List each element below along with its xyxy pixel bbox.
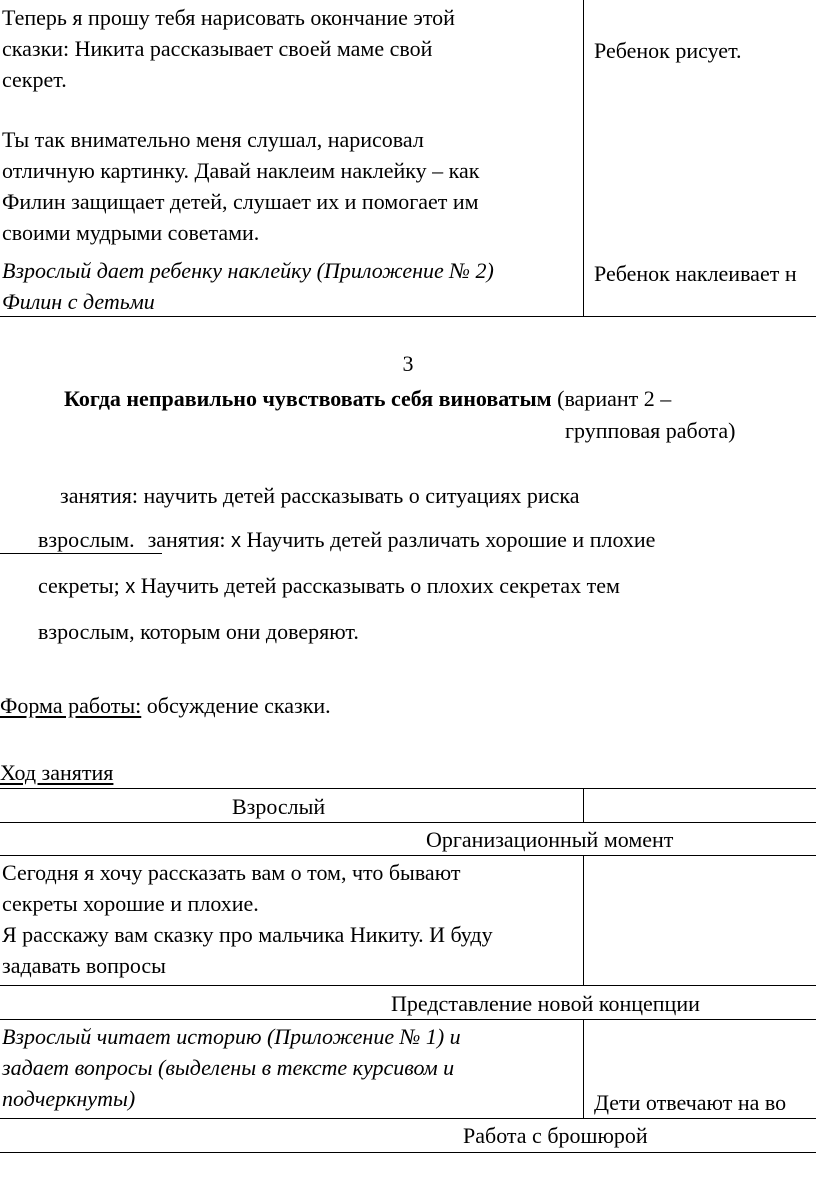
- goal-task-1: Научить детей различать хорошие и плохие: [241, 527, 656, 552]
- section-title-line-2: групповая работа): [565, 418, 736, 443]
- bt-border-1: [0, 822, 816, 823]
- bt-border-top: [0, 788, 816, 789]
- bt-border-4: [0, 1019, 816, 1020]
- form-label: Форма работы:: [0, 693, 142, 718]
- goal-line-4: взрослым, которым они доверяют.: [38, 619, 359, 644]
- concept-italic: Взрослый читает историю (Приложение № 1) и задает вопросы (выделены в тексте курсивом и подчеркнуты): [2, 1024, 461, 1111]
- col-header-adult: Взрослый: [232, 794, 326, 819]
- top-right-child-draws: Ребенок рисует.: [594, 38, 742, 63]
- goal-tasks-label: занятия:: [147, 527, 232, 552]
- bt-border-2: [0, 855, 816, 856]
- top-left-italic-note: Взрослый дает ребенку наклейку (Приложение № 2) Филин с детьми: [2, 258, 494, 314]
- section-title-bold: Когда неправильно чувствовать себя виноватым: [64, 386, 552, 411]
- bt-border-5: [0, 1118, 816, 1119]
- top-left-para-2: Ты так внимательно меня слушал, нарисовал отличную картинку. Давай наклеим наклейку – как Филин защищает детей, слушает их и помогает им своими мудрыми советами.: [2, 127, 480, 245]
- goal-line-1: занятия: научить детей рассказывать о ситуациях риска: [60, 483, 580, 508]
- row-org-moment: Организационный момент: [426, 827, 674, 852]
- bt-border-3: [0, 985, 816, 986]
- goal-line-3: [38, 570, 620, 603]
- bt-divider-concept: [583, 1019, 584, 1118]
- row-brochure: Работа с брошюрой: [463, 1123, 648, 1148]
- section-title-variant: (вариант 2 –: [551, 386, 672, 411]
- concept-right: Дети отвечают на во: [594, 1090, 787, 1115]
- bt-border-6: [0, 1152, 816, 1153]
- goal-task-2: Научить детей рассказывать о плохих секретах тем: [135, 573, 620, 598]
- bt-divider-header: [583, 788, 584, 822]
- bullet-icon: х: [125, 576, 136, 598]
- course-heading: Ход занятия: [0, 760, 114, 785]
- bullet-icon: х: [231, 530, 242, 552]
- form-value: обсуждение сказки.: [141, 693, 331, 718]
- bt-divider-org: [583, 855, 584, 985]
- goal-underline: [0, 553, 162, 554]
- goal-line-3-start: секреты;: [38, 573, 126, 598]
- top-right-child-sticks: Ребенок наклеивает н: [594, 261, 797, 286]
- form-of-work: [0, 690, 331, 721]
- org-text: Сегодня я хочу рассказать вам о том, что бывают секреты хорошие и плохие. Я расскажу вам сказку про мальчика Никиту. И буду задавать вопросы: [2, 860, 493, 978]
- goal-line-2-start: взрослым.: [38, 527, 135, 552]
- section-title: [64, 383, 671, 414]
- top-left-para-1: Теперь я прошу тебя нарисовать окончание этой сказки: Никита рассказывает своей маме свой секрет.: [2, 5, 455, 92]
- row-new-concept: Представление новой концепции: [391, 991, 700, 1016]
- section-number: 3: [402, 351, 414, 376]
- top-table-divider: [583, 0, 584, 317]
